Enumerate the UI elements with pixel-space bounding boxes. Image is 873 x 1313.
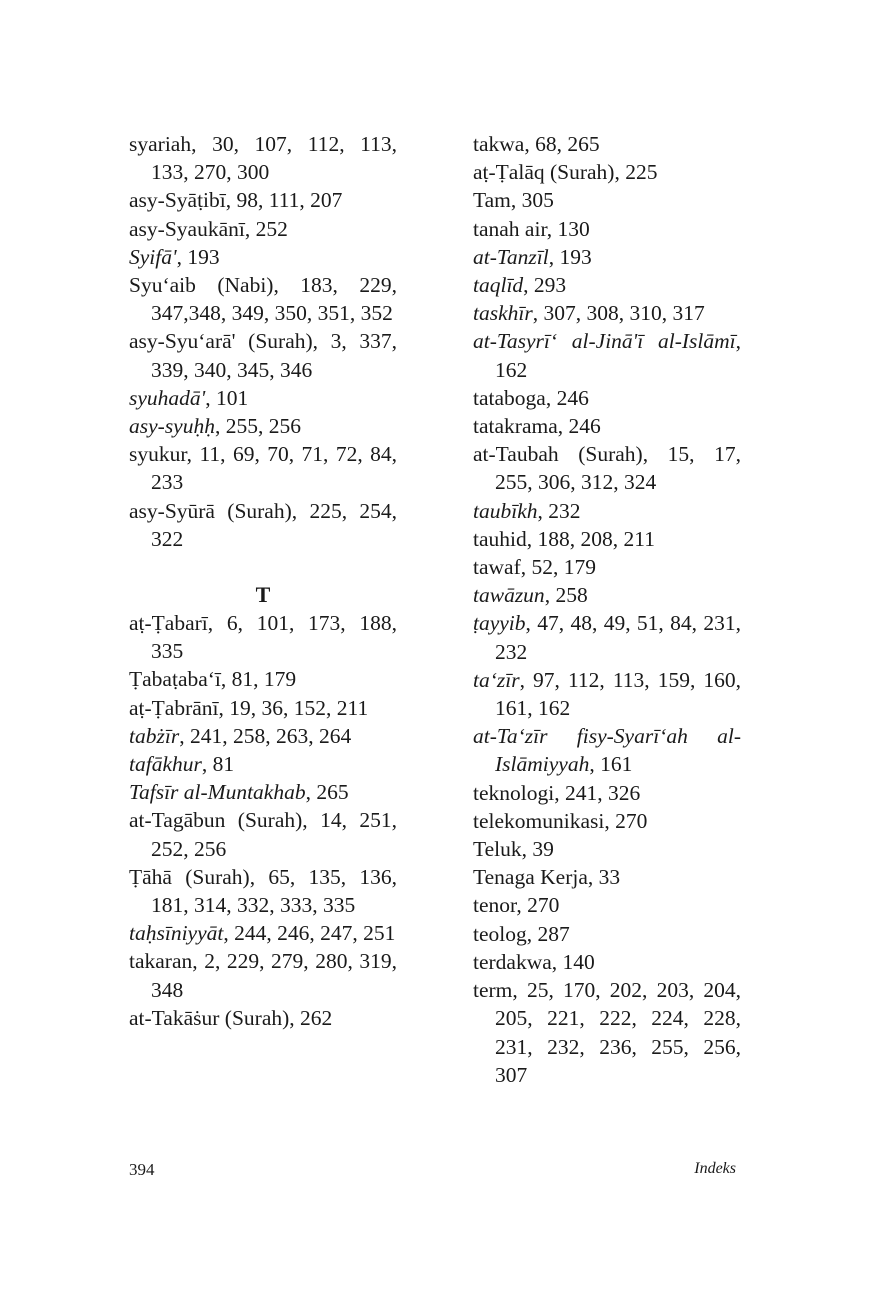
index-term: syuhadā': [129, 385, 206, 410]
running-title: Indeks: [694, 1160, 736, 1177]
index-page-references: , 193: [176, 244, 220, 269]
index-entry: [473, 525, 741, 553]
index-term: taskhīr: [473, 301, 533, 326]
index-entry: [473, 130, 741, 158]
index-term: syukur: [129, 442, 187, 467]
index-term: asy-Syūrā (Surah): [129, 498, 292, 523]
index-entry: [473, 271, 741, 299]
index-page-references: , 130: [546, 216, 590, 241]
index-term: tanah air: [473, 216, 547, 241]
index-term: telekomunikasi: [473, 808, 605, 833]
index-entry: [473, 412, 741, 440]
index-entry: [473, 581, 741, 609]
index-entry: [129, 609, 397, 665]
index-term: at-Tasyrī‘ al-Jinā'ī al-Islāmī: [473, 329, 736, 354]
index-entry: [473, 384, 741, 412]
index-term: at-Tanzīl: [473, 244, 549, 269]
index-page-references: , 183, 229, 347,348, 349, 350, 351, 352: [151, 273, 398, 326]
index-term: teknologi: [473, 780, 555, 805]
index-term: taqlīd: [473, 273, 524, 298]
index-term: takaran: [129, 949, 193, 974]
index-page-references: , 255, 256: [214, 414, 301, 439]
index-entries-t-section-continued: [473, 130, 741, 1089]
index-entry: [129, 778, 397, 806]
index-page-references: , 225: [614, 160, 658, 185]
index-entry: [473, 920, 741, 948]
index-entry: [129, 440, 397, 496]
index-entry: [129, 947, 397, 1003]
index-page-references: , 14, 251, 252, 256: [151, 808, 398, 861]
index-page-references: , 287: [526, 921, 570, 946]
index-page-references: , 252: [244, 216, 288, 241]
index-entry: [473, 327, 741, 383]
index-term: Syifā': [129, 244, 177, 269]
index-term: asy-syuḥḥ: [129, 414, 215, 439]
index-page-references: , 193: [548, 244, 592, 269]
index-page-references: , 307, 308, 310, 317: [532, 301, 705, 326]
index-term: ṭayyib: [473, 611, 526, 636]
index-entry: [129, 186, 397, 214]
index-page-references: , 52, 179: [520, 555, 596, 580]
index-page-references: , 101: [205, 385, 249, 410]
index-page-references: , 246: [545, 385, 589, 410]
index-page-references: , 68, 265: [524, 132, 600, 156]
index-entry: [473, 835, 741, 863]
index-term: at-Taubah (Surah): [473, 442, 643, 467]
index-entry: [129, 271, 397, 327]
index-page-references: , 47, 48, 49, 51, 84, 231, 232: [495, 611, 741, 664]
index-term: asy-Syaukānī: [129, 216, 245, 241]
index-term: tenor: [473, 893, 517, 918]
index-entry: [473, 609, 741, 665]
index-page-references: , 265: [305, 780, 349, 805]
index-term: tawaf: [473, 555, 521, 580]
index-page-references: , 33: [587, 865, 621, 890]
index-page-references: , 161: [589, 752, 633, 777]
index-entry: [129, 130, 397, 186]
index-term: Ṭabaṭaba‘ī: [129, 667, 221, 692]
index-entry: [473, 722, 741, 778]
index-term: aṭ-Ṭabarī: [129, 611, 208, 636]
index-entry: [473, 666, 741, 722]
index-page-references: , 225, 254, 322: [151, 498, 397, 551]
index-term: syariah: [129, 132, 192, 156]
index-entries-s-section: [129, 130, 397, 553]
index-term: asy-Syu‘arā' (Surah): [129, 329, 313, 354]
index-entry: [129, 665, 397, 693]
index-page-references: , 65, 135, 136, 181, 314, 332, 333, 335: [151, 864, 398, 918]
index-page-references: , 81: [201, 752, 235, 777]
index-entry: [473, 807, 741, 835]
index-entry: [473, 497, 741, 525]
index-term: takwa: [473, 132, 525, 156]
index-page-references: , 188, 208, 211: [526, 526, 655, 551]
index-term: tafākhur: [129, 752, 202, 777]
index-page-references: , 270: [516, 893, 560, 918]
index-page-references: , 140: [551, 949, 595, 974]
index-entry: [129, 384, 397, 412]
index-term: term: [473, 978, 513, 1003]
index-page-references: , 246: [557, 414, 601, 439]
page-number: 394: [129, 1160, 155, 1179]
index-entry: [473, 553, 741, 581]
index-entry: [473, 158, 741, 186]
index-entry: [129, 327, 397, 383]
index-term: aṭ-Ṭabrānī: [129, 695, 219, 720]
index-page-references: , 305: [510, 188, 554, 213]
index-entry: [129, 806, 397, 862]
index-term: Tafsīr al-Muntakhab: [129, 780, 306, 805]
index-term: tataboga: [473, 385, 546, 410]
index-term: terdakwa: [473, 949, 552, 974]
index-entry: [129, 722, 397, 750]
index-page-references: , 162: [495, 329, 741, 382]
index-term: Teluk: [473, 837, 522, 862]
index-term: tabżīr: [129, 723, 180, 748]
index-entry: [473, 243, 741, 271]
index-term: tawāzun: [473, 583, 545, 608]
index-page-references: , 25, 170, 202, 203, 204, 205, 221, 222, 224, 228, 231, 232, 236, 255, 256, 307: [495, 978, 741, 1087]
index-entry: [129, 750, 397, 778]
index-page-references: , 232: [537, 498, 581, 523]
index-page-references: , 97, 112, 113, 159, 160, 161, 162: [495, 667, 741, 721]
index-page-references: , 244, 246, 247, 251: [223, 921, 396, 946]
index-term: Tenaga Kerja: [473, 865, 588, 890]
index-page-references: , 81, 179: [220, 667, 297, 692]
index-entry: [129, 1004, 397, 1032]
index-term: taḥsīniyyāt: [129, 921, 224, 946]
index-entry: [129, 412, 397, 440]
index-term: at-Tagābun (Surah): [129, 808, 303, 833]
section-gap: [129, 553, 397, 581]
index-term: asy-Syāṭibī: [129, 188, 226, 213]
index-term: teolog: [473, 921, 527, 946]
index-term: at-Ta‘zīr fisy-Syarī‘ah al-Islāmiyyah: [473, 724, 741, 777]
index-entry: [473, 779, 741, 807]
index-page-references: , 241, 258, 263, 264: [179, 723, 352, 748]
index-page-references: , 11, 69, 70, 71, 72, 84, 233: [151, 442, 397, 495]
index-entry: [129, 919, 397, 947]
index-term: aṭ-Ṭalāq (Surah): [473, 160, 615, 185]
index-page-references: , 39: [521, 837, 554, 862]
index-entry: [473, 299, 741, 327]
index-entries-t-section: [129, 609, 397, 1032]
index-entry: [473, 186, 741, 214]
index-term: Syu‘aib (Nabi): [129, 273, 274, 298]
index-page-references: , 30, 107, 112, 113, 133, 270, 300: [151, 132, 397, 185]
index-page-references: , 3, 337, 339, 340, 345, 346: [151, 329, 397, 382]
index-term: ta‘zīr: [473, 667, 520, 692]
index-page-references: , 15, 17, 255, 306, 312, 324: [495, 442, 742, 495]
index-entry: [473, 440, 741, 496]
index-term: tatakrama: [473, 414, 558, 439]
index-page-references: , 98, 111, 207: [225, 188, 343, 213]
index-column-left: [129, 130, 397, 1032]
index-page-references: , 2, 229, 279, 280, 319, 348: [151, 949, 397, 1002]
index-page-references: , 270: [604, 808, 648, 833]
index-entry: [129, 694, 397, 722]
index-entry: [129, 497, 397, 553]
index-term: Tam: [473, 188, 511, 213]
index-entry: [473, 863, 741, 891]
index-entry: [473, 948, 741, 976]
index-entry: [129, 243, 397, 271]
index-term: taubīkh: [473, 498, 538, 523]
index-term: tauhid: [473, 526, 527, 551]
section-letter-heading: T: [255, 582, 271, 608]
index-entry: [129, 863, 397, 919]
index-page-references: , 241, 326: [554, 780, 641, 805]
index-term: at-Takāṡur (Surah): [129, 1005, 290, 1030]
index-term: Ṭāhā (Surah): [129, 864, 250, 889]
index-column-right: [473, 130, 741, 1089]
index-entry: [473, 215, 741, 243]
index-entry: [473, 976, 741, 1089]
index-entry: [129, 215, 397, 243]
index-page-references: , 258: [544, 583, 588, 608]
index-page-references: , 293: [523, 273, 567, 298]
index-page-references: , 6, 101, 173, 188, 335: [151, 611, 397, 664]
index-page-references: , 262: [289, 1005, 333, 1030]
index-entry: [473, 891, 741, 919]
index-page-references: , 19, 36, 152, 211: [218, 695, 369, 720]
